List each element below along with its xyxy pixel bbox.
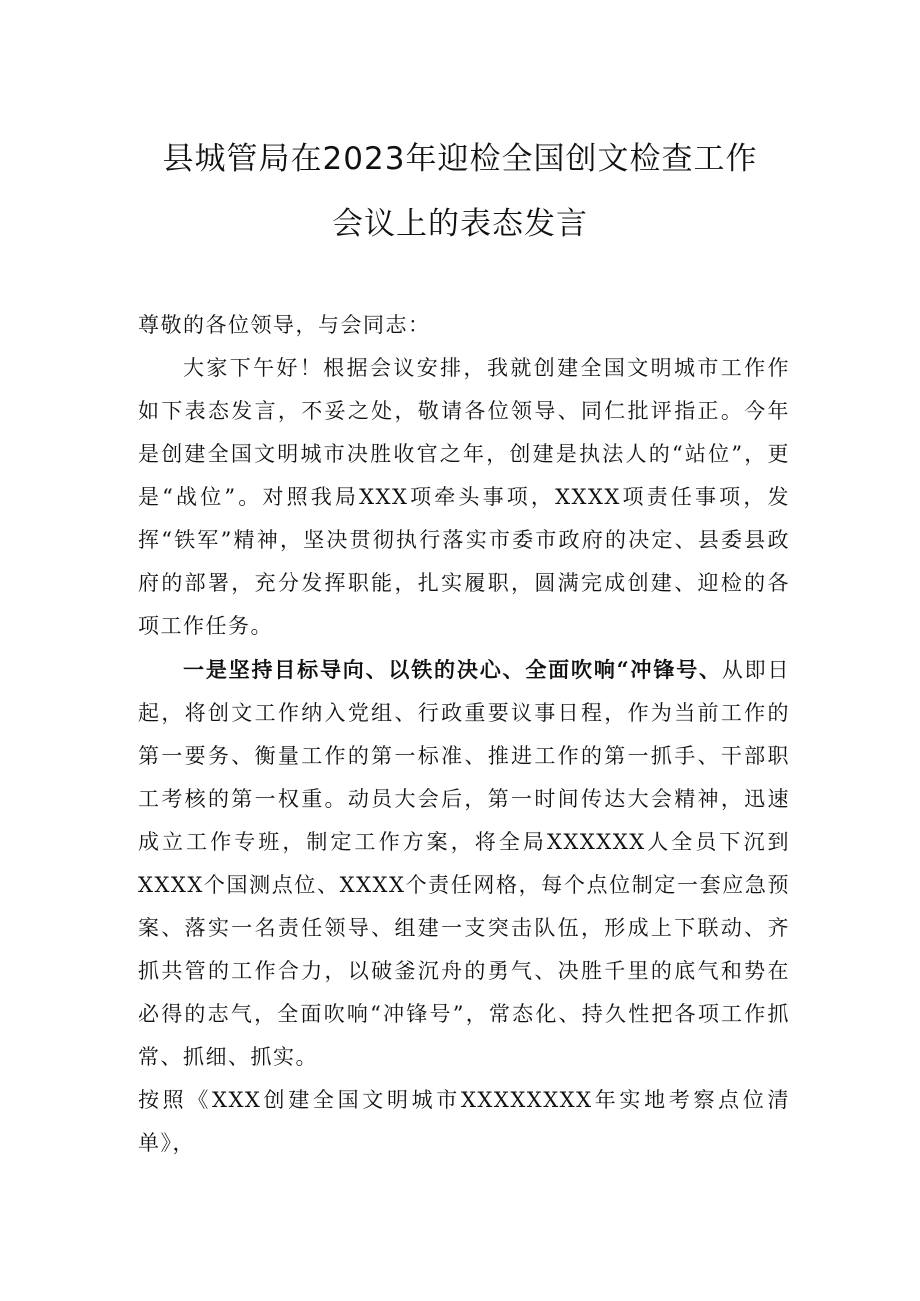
paragraph-first-point-heading: 一是坚持目标导向、以铁的决心、全面吹响“冲锋号、 [183,657,722,682]
paragraph-first-point-body: 从即日起，将创文工作纳入党组、行政重要议事日程，作为当前工作的第一要务、衡量工作的第一标准、推进工作的第一抓手、干部职工考核的第一权重。动员大会后，第一时间传达大会精神，迅速成立工作专班，制定工作方案，将全局XXXXXX人全员下沉到XXXX个国测点位、XXXX个责任网格，每个点位制定一套应急预案、落实一名责任领导、组建一支突击队伍，形成上下联动、齐抓共管的工作合力，以破釜沉舟的勇气、决胜千里的底气和势在必得的志气，全面吹响“冲锋号”，常态化、持久性把各项工作抓常、抓细、抓实。 [138,658,791,1069]
salutation: 尊敬的各位领导，与会同志： [138,313,431,337]
document-title-line-1: 县城管局在2023年迎检全国创文检查工作 [162,141,758,177]
document-body [138,304,790,1165]
paragraph-opening: 大家下午好！根据会议安排，我就创建全国文明城市工作作如下表态发言，不妥之处，敬请各位领导、同仁批评指正。今年是创建全国文明城市决胜收官之年，创建是执法人的“站位”，更是“战位”。对照我局XXX项牵头事项，XXXX项责任事项，发挥“铁军”精神，坚决贯彻执行落实市委市政府的决定、县委县政府的部署，充分发挥职能，扎实履职，圆满完成创建、迎检的各项工作任务。 [138,356,790,638]
document-title-line-2: 会议上的表态发言 [332,206,588,242]
paragraph-point-list-reference: 按照《XXX创建全国文明城市XXXXXXXX年实地考察点位清单》， [138,1088,790,1155]
paragraph-first-point [138,648,790,1079]
